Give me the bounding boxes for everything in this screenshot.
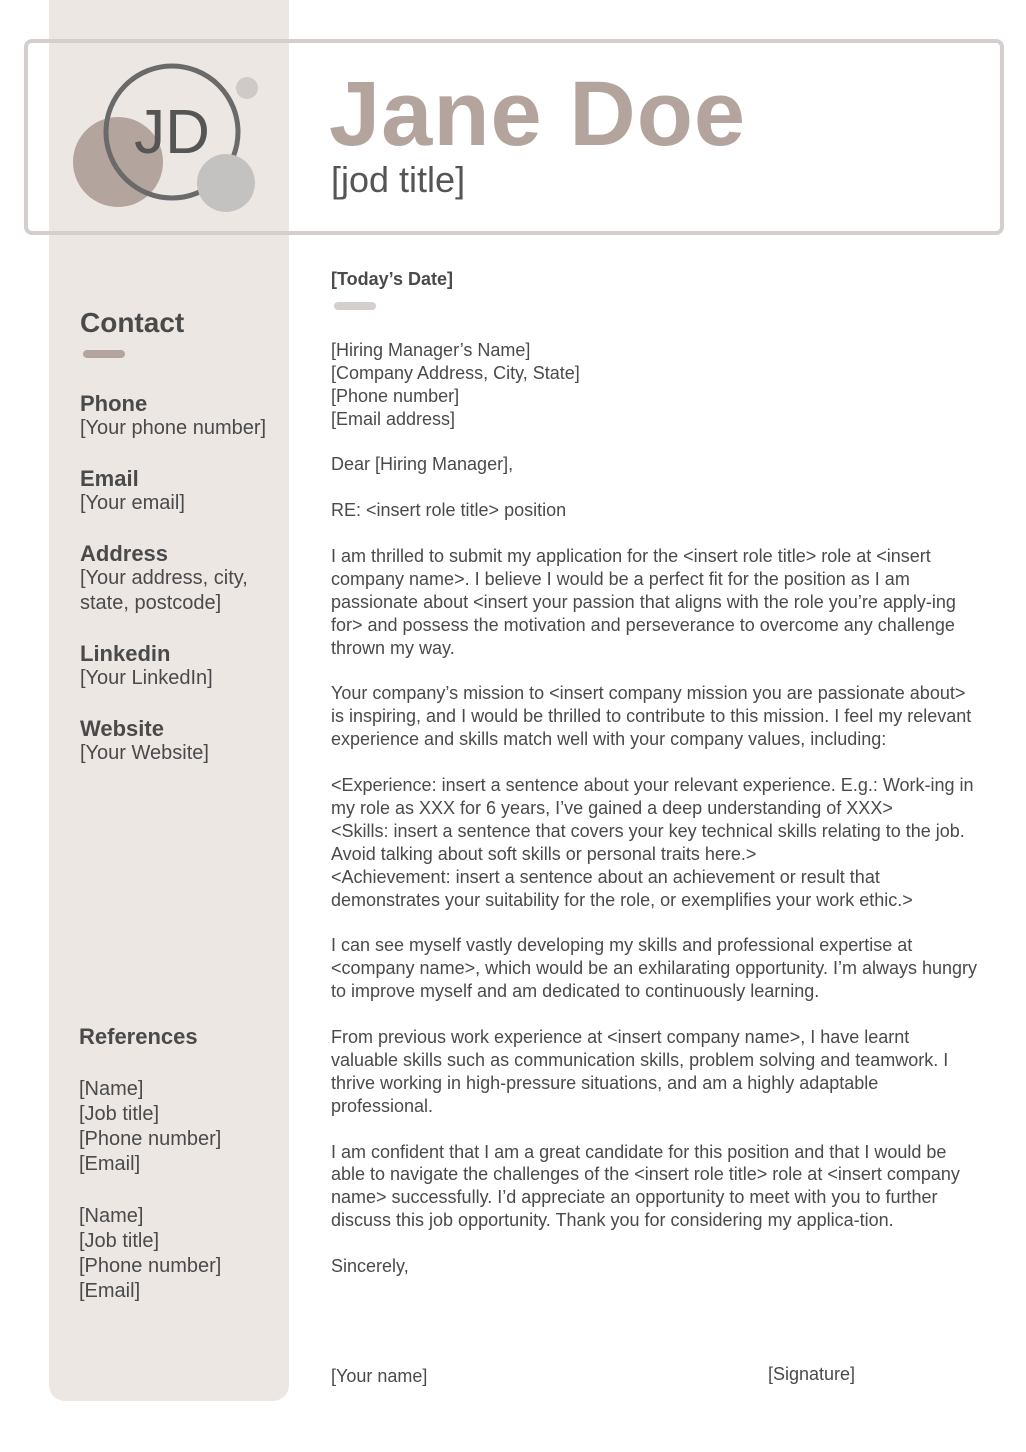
contact-accent-bar xyxy=(83,350,125,358)
contact-label: Website xyxy=(80,716,164,741)
contact-item-email xyxy=(80,466,280,516)
reference-name: [Name] xyxy=(79,1205,144,1227)
reference-job-title: [Job title] xyxy=(79,1230,160,1252)
contact-value: [Your email] xyxy=(80,492,185,514)
contact-value: [Your address, city, state, postcode] xyxy=(80,567,248,614)
contact-item-linkedin xyxy=(80,641,280,691)
logo-initials: JD xyxy=(134,98,210,167)
reference-entry xyxy=(79,1077,221,1177)
reference-email: [Email] xyxy=(79,1153,141,1175)
paragraph-experience: From previous work experience at <insert company name>, I have learnt valuable skills such as communication skills, problem solving and teamwork. I thrive working in high-pressure situations, and am a highly adaptable professional. xyxy=(331,1026,949,1116)
contact-label: Linkedin xyxy=(80,641,171,666)
contact-item-address xyxy=(80,541,280,616)
reference-entry xyxy=(79,1204,221,1304)
logo-small-circle xyxy=(236,77,258,99)
highlight-skills: <Skills: insert a sentence that covers your key technical skills relating to the job. Avoid talking about soft skills or personal traits here.> xyxy=(331,820,965,864)
paragraph-intro: I am thrilled to submit my application for the <insert role title> role at <insert company name>. I believe I would be a perfect fit for the position as I am passionate about <insert your passion that aligns with the role you’re apply-ing for> and possess the motivation and perseverance to overcome any challenge thrown my way. xyxy=(331,546,956,658)
paragraph-growth: I can see myself vastly developing my skills and professional expertise at <company name>, which would be an exhilarating opportunity. I’m always hungry to improve myself and am dedicated to continuously learning. xyxy=(331,935,978,1002)
contact-heading: Contact xyxy=(80,307,185,338)
contact-label: Address xyxy=(80,541,169,566)
paragraph-mission: Your company’s mission to <insert company mission you are passionate about> is inspiring, and I would be thrilled to contribute to this mission. I feel my relevant experience and skills match well with your company values, including: xyxy=(331,683,972,750)
your-name: [Your name] xyxy=(331,1366,428,1386)
recipient-line: [Email address] xyxy=(331,408,456,429)
contact-item-website xyxy=(80,716,280,766)
job-title: [jod title] xyxy=(331,159,466,200)
reference-phone: [Phone number] xyxy=(79,1255,222,1277)
candidate-name: Jane Doe xyxy=(329,63,747,165)
recipient-line: [Phone number] xyxy=(331,385,460,406)
contact-item-phone xyxy=(80,391,280,441)
contact-label: Phone xyxy=(80,391,148,416)
paragraph-closing: I am confident that I am a great candidate for this position and that I would be able to navigate the challenges of the <insert role title> role at <insert company name> successfully. I’d appreciate an opportunity to meet with you to further discuss this job opportunity. Thank you for considering my applica-tion. xyxy=(331,1141,960,1231)
monogram-logo xyxy=(66,56,276,226)
reference-email: [Email] xyxy=(79,1280,141,1302)
contact-value: [Your phone number] xyxy=(80,417,267,439)
contact-value: [Your LinkedIn] xyxy=(80,667,213,689)
greeting: Dear [Hiring Manager], xyxy=(331,454,514,475)
reference-name: [Name] xyxy=(79,1078,144,1100)
letter-body xyxy=(331,268,979,1301)
highlight-experience: <Experience: insert a sentence about your relevant experience. E.g.: Work-ing in my role as XXX for 6 years, I’ve gained a deep understanding of XXX> xyxy=(331,775,974,818)
sign-off: Sincerely, xyxy=(331,1256,409,1277)
contact-label: Email xyxy=(80,466,139,491)
recipient-line: [Hiring Manager’s Name] xyxy=(331,339,531,360)
highlights-block xyxy=(331,774,979,911)
contact-list xyxy=(80,391,280,791)
signature-placeholder: [Signature] xyxy=(768,1364,856,1384)
references-heading: References xyxy=(79,1024,198,1049)
letter-date: [Today’s Date] xyxy=(331,269,454,289)
references-list xyxy=(79,1077,221,1331)
highlight-achievement: <Achievement: insert a sentence about an achievement or result that demonstrates your suitability for the role, or exemplifies your work ethic.> xyxy=(331,866,913,910)
contact-value: [Your Website] xyxy=(80,742,209,764)
recipient-line: [Company Address, City, State] xyxy=(331,362,580,383)
recipient-block xyxy=(331,339,979,431)
reference-phone: [Phone number] xyxy=(79,1128,222,1150)
re-line: RE: <insert role title> position xyxy=(331,500,567,521)
reference-job-title: [Job title] xyxy=(79,1103,160,1125)
